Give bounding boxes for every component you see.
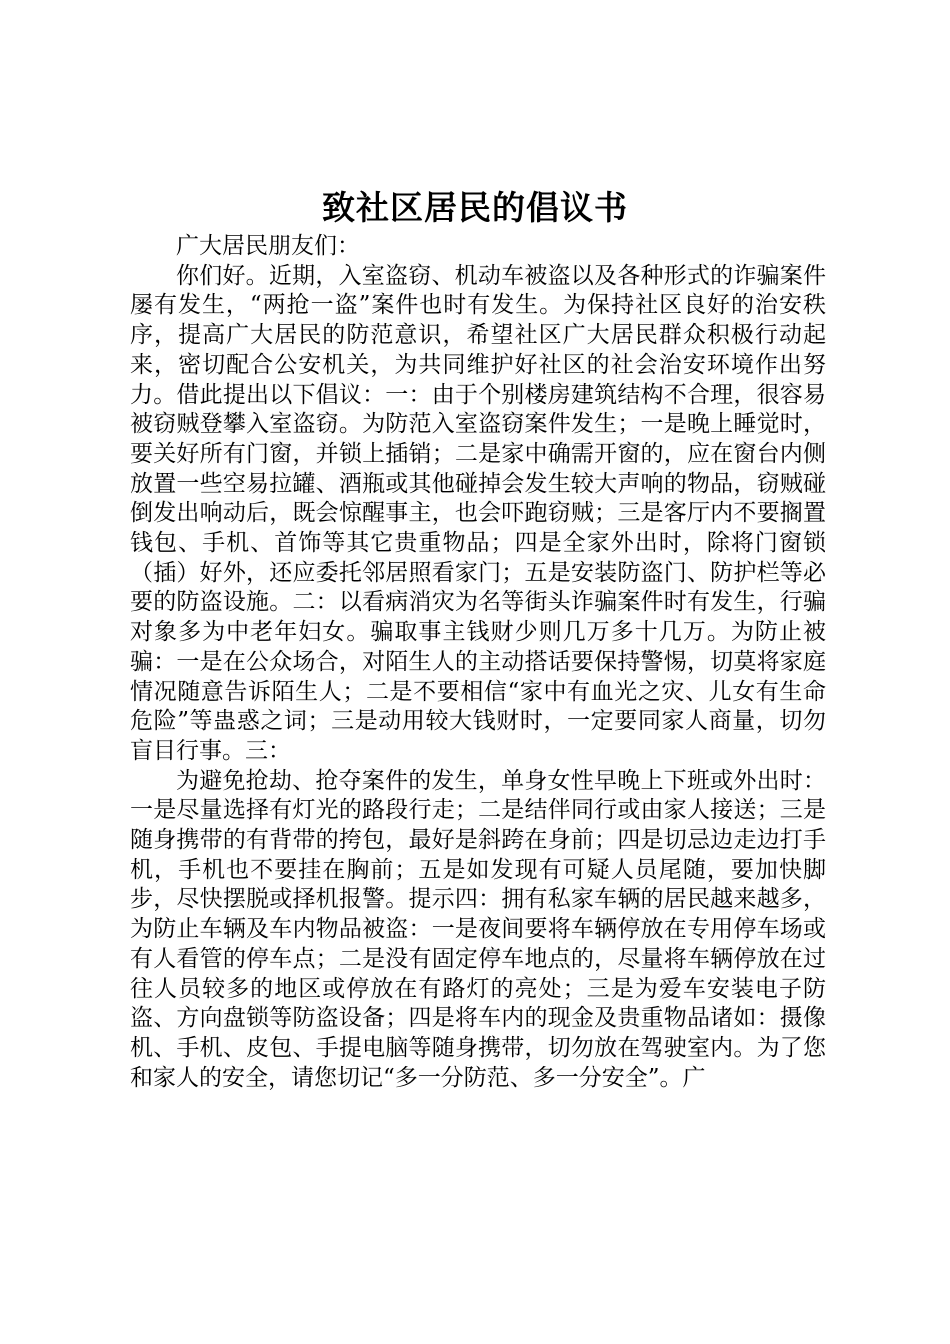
document-title: 致社区居民的倡议书 bbox=[322, 188, 628, 227]
salutation: 广大居民朋友们： bbox=[176, 233, 360, 259]
paragraph: 你们好。近期，入室盗窃、机动车被盗以及各种形式的诈骗案件屡有发生，“两抢一盗”案件也时有发生。为保持社区良好的治安秩序，提高广大居民的防范意识，希望社区广大居民群众积极行动起来，密切配合公安机关，为共同维护好社区的社会治安环境作出努力。借此提出以下倡议：一：由于个别楼房建筑结构不合理，很容易被窃贼登攀入室盗窃。为防范入室盗窃案件发生；一是晚上睡觉时，要关好所有门窗，并锁上插销；二是家中确需开窗的，应在窗台内侧放置一些空易拉罐、酒瓶或其他碰掉会发生较大声响的物品，窃贼碰倒发出响动后，既会惊醒事主，也会吓跑窃贼；三是客厅内不要搁置钱包、手机、首饰等其它贵重物品；四是全家外出时，除将门窗锁（插）好外，还应委托邻居照看家门；五是安装防盗门、防护栏等必要的防盗设施。二：以看病消灾为名等街头诈骗案件时有发生，行骗对象多为中老年妇女。骗取事主钱财少则几万多十几万。为防止被骗：一是在公众场合，对陌生人的主动搭话要保持警惕，切莫将家庭情况随意告诉陌生人；二是不要相信“家中有血光之灾、儿女有生命危险”等蛊惑之词；三是动用较大钱财时，一定要同家人商量，切勿盲目行事。三： bbox=[130, 262, 826, 764]
paragraph: 为避免抢劫、抢夺案件的发生，单身女性早晚上下班或外出时：一是尽量选择有灯光的路段行走；二是结伴同行或由家人接送；三是随身携带的有背带的挎包，最好是斜跨在身前；四是切忌边走边打手机，手机也不要挂在胸前；五是如发现有可疑人员尾随，要加快脚步，尽快摆脱或择机报警。提示四：拥有私家车辆的居民越来越多，为防止车辆及车内物品被盗：一是夜间要将车辆停放在专用停车场或有人看管的停车点；二是没有固定停车地点的，尽量将车辆停放在过往人员较多的地区或停放在有路灯的亮处；三是为爱车安装电子防盗、方向盘锁等防盗设备；四是将车内的现金及贵重物品诸如：摄像机、手机、皮包、手提电脑等随身携带，切勿放在驾驶室内。为了您和家人的安全，请您切记“多一分防范、多一分安全”。广 bbox=[130, 767, 826, 1091]
document-body bbox=[130, 232, 826, 1093]
